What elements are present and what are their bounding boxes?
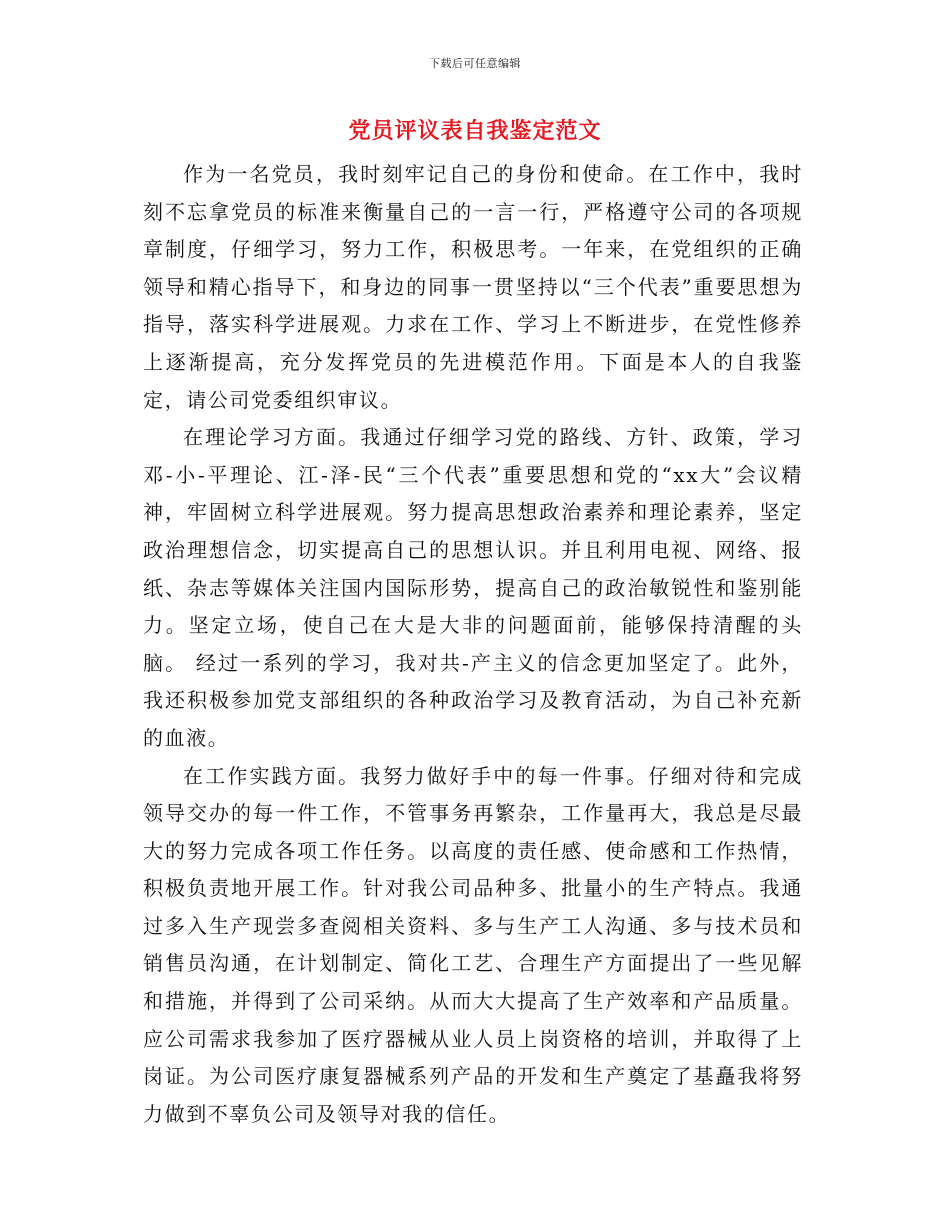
document-title: 党员评议表自我鉴定范文 [348,118,602,144]
paragraph-work-practice: 在工作实践方面。我努力做好手中的每一件事。仔细对待和完成领导交办的每一件工作，不管事务再繁杂，工作量再大，我总是尽最大的努力完成各项工作任务。以高度的责任感、使命感和工作热情，积极负责地开展工作。针对我公司品种多、批量小的生产特点。我通过多入生产现尝多查阅相关资料、多与生产工人沟通、多与技术员和销售员沟通，在计划制定、简化工艺、合理生产方面提出了一些见解和措施，并得到了公司采纳。从而大大提高了生产效率和产品质量。应公司需求我参加了医疗器械从业人员上岗资格的培训，并取得了上岗证。为公司医疗康复器械系列产品的开发和生产奠定了基矗我将努力做到不辜负公司及领导对我的信任。 [143,763,803,1126]
header-note: 下载后可任意编辑 [429,57,521,70]
paragraph-intro: 作为一名党员，我时刻牢记自己的身份和使命。在工作中，我时刻不忘拿党员的标准来衡量自己的一言一行，严格遵守公司的各项规章制度，仔细学习，努力工作，积极思考。一年来，在党组织的正确领导和精心指导下，和身边的同事一贯坚持以“三个代表”重要思想为指导，落实科学进展观。力求在工作、学习上不断进步，在党性修养上逐渐提高，充分发挥党员的先进模范作用。下面是本人的自我鉴定，请公司党委组织审议。 [143,162,803,412]
document-body [143,156,803,1133]
paragraph-theory-study: 在理论学习方面。我通过仔细学习党的路线、方针、政策，学习邓-小-平理论、江-泽-民“三个代表”重要思想和党的“xx大”会议精神，牢固树立科学进展观。努力提高思想政治素养和理论素养，坚定政治理想信念，切实提高自己的思想认识。并且利用电视、网络、报纸、杂志等媒体关注国内国际形势，提高自己的政治敏锐性和鉴别能力。坚定立场，使自己在大是大非的问题面前，能够保持清醒的头脑。 经过一系列的学习，我对共-产主义的信念更加坚定了。此外，我还积极参加党支部组织的各种政治学习及教育活动，为自己补充新的血液。 [143,425,803,750]
